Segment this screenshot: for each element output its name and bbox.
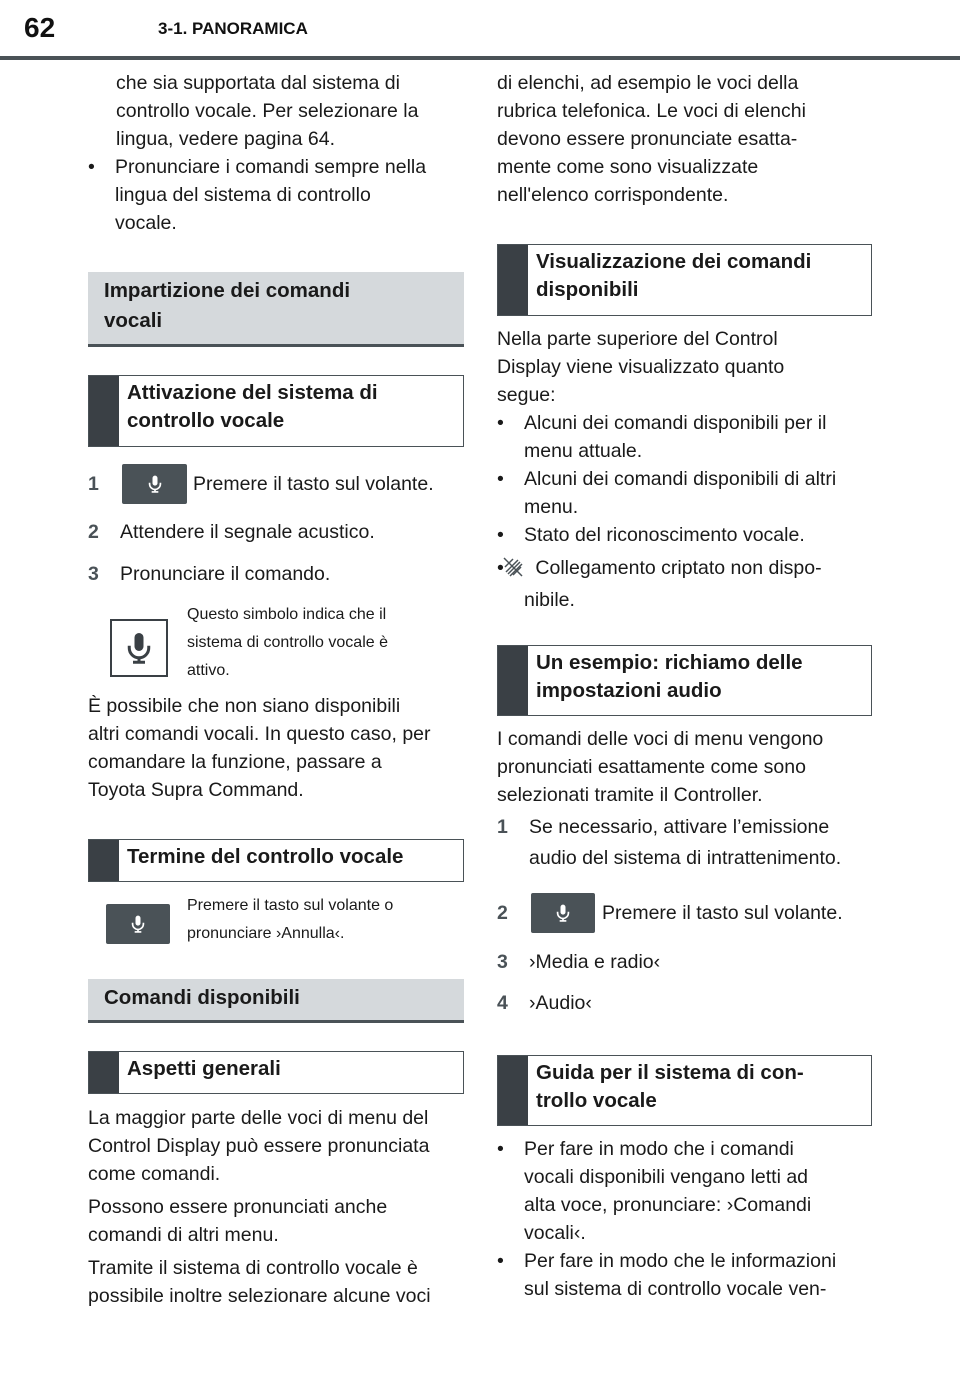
rstep-1: 1 Se necessario, attivare l’emissione audio del sistema di intrattenimento.: [497, 813, 877, 872]
heading-bar: [498, 1056, 528, 1125]
text-line: lingua, vedere pagina 64.: [116, 128, 336, 150]
paragraph-other-menus: [88, 1193, 468, 1249]
text-line: Alcuni dei comandi disponibili per il: [524, 412, 827, 434]
heading-guida: [497, 1055, 872, 1126]
text-line: controllo vocale. Per selezionare la: [116, 100, 419, 122]
text-line: Pronunciare i comandi sempre nella: [115, 156, 427, 178]
heading-line: disponibili: [536, 278, 639, 301]
bullet-item: [497, 554, 877, 586]
bullet-item: [497, 409, 877, 437]
rstep-2-number: 2: [497, 902, 508, 924]
rstep-2-text: Premere il tasto sul volante.: [602, 902, 843, 924]
heading-line: Attivazione del sistema di: [127, 381, 378, 404]
heading-comandi-disponibili: [88, 979, 464, 1023]
heading-label: [528, 646, 811, 715]
paragraph-other-commands: [88, 692, 468, 804]
heading-label: Aspetti generali: [127, 1057, 281, 1080]
text-line: selezionati tramite il Controller.: [497, 784, 763, 806]
text-line: nell'elenco corrispondente.: [497, 184, 729, 206]
text-line: Nella parte superiore del Control: [497, 328, 778, 350]
intro-paragraph: [116, 69, 468, 153]
heading-line: trollo vocale: [536, 1089, 657, 1112]
text-line: che sia supportata dal sistema di: [116, 72, 400, 94]
text-line: devono essere pronunciate esatta-: [497, 128, 798, 150]
heading-line: Comandi disponibili: [104, 986, 300, 1009]
text-line: possibile inoltre selezionare alcune voci: [88, 1285, 431, 1307]
steering-voice-button[interactable]: [531, 893, 595, 933]
termine-note: [187, 892, 467, 948]
text-line: menu attuale.: [524, 440, 643, 462]
text-line: Premere il tasto sul volante o: [187, 897, 394, 914]
text-line: Display viene visualizzato quanto: [497, 356, 785, 378]
text-line: audio del sistema di intrattenimento.: [529, 847, 842, 869]
heading-line: controllo vocale: [127, 409, 285, 432]
text-line: segue:: [497, 384, 556, 406]
step-1-number: 1: [88, 473, 99, 495]
text-line: I comandi delle voci di menu vengono: [497, 728, 824, 750]
voice-active-symbol: [110, 619, 168, 677]
text-line: pronunciati esattamente come sono: [497, 756, 806, 778]
guida-bullets: [497, 1135, 877, 1303]
heading-termine: [88, 839, 464, 882]
esempio-paragraph: [497, 725, 877, 809]
heading-attivazione: [88, 375, 464, 447]
text-line: La maggior parte delle voci di menu del: [88, 1107, 429, 1129]
heading-impartizione: [88, 272, 464, 347]
text-line: Toyota Supra Command.: [88, 779, 304, 801]
bullet-encryption: [497, 554, 877, 614]
bullet-item: [497, 521, 877, 549]
text-line: Tramite il sistema di controllo vocale è: [88, 1257, 418, 1279]
text-line: nibile.: [524, 589, 575, 611]
text-line: menu.: [524, 496, 579, 518]
heading-bar: [89, 1052, 119, 1093]
heading-bar: [89, 840, 119, 881]
text-line: attivo.: [187, 662, 230, 679]
text-line: comandare la funzione, passare a: [88, 751, 382, 773]
text-line: lingua del sistema di controllo: [115, 184, 371, 206]
bullet-item: [497, 1247, 877, 1275]
heading-line: Impartizione dei comandi: [104, 279, 351, 302]
text-line: Questo simbolo indica che il: [187, 606, 387, 623]
symbol-note: [187, 601, 467, 685]
text-line: di elenchi, ad esempio le voci della: [497, 72, 799, 94]
text-line: rubrica telefonica. Le voci di elenchi: [497, 100, 806, 122]
page-number: 62: [24, 12, 56, 43]
heading-line: vocali: [104, 309, 163, 332]
heading-visualizzazione: [497, 244, 872, 316]
text-line: Stato del riconoscimento vocale.: [524, 524, 805, 546]
heading-line: Visualizzazione dei comandi: [536, 250, 812, 273]
text-line: come comandi.: [88, 1163, 221, 1185]
heading-line: impostazioni audio: [536, 679, 722, 702]
heading-label: [528, 1056, 812, 1125]
rstep-3: 3 ›Media e radio‹: [497, 951, 661, 973]
text-line: È possibile che non siano disponibili: [88, 695, 401, 717]
text-line: sul sistema di controllo vocale ven-: [524, 1278, 827, 1300]
text-line: Alcuni dei comandi disponibili di altri: [524, 468, 837, 490]
paragraph-list-items: [88, 1254, 468, 1310]
bullet-language: [88, 153, 468, 237]
heading-aspetti-generali: [88, 1051, 464, 1094]
bullet-item: [497, 465, 877, 493]
steering-voice-button[interactable]: [122, 464, 187, 504]
text-line: Possono essere pronunciati anche: [88, 1196, 388, 1218]
heading-line: Guida per il sistema di con-: [536, 1061, 804, 1084]
bullet-item: [497, 1135, 877, 1163]
text-line: Per fare in modo che le informazioni: [524, 1250, 837, 1272]
bullet-item: [88, 153, 468, 181]
heading-bar: [498, 646, 528, 715]
text-line: Control Display può essere pronunciata: [88, 1135, 430, 1157]
heading-label: [119, 376, 386, 446]
text-line: vocali‹.: [524, 1222, 586, 1244]
text-line: sistema di controllo vocale è: [187, 634, 388, 651]
paragraph-menu-items: [88, 1104, 468, 1188]
text-line: Collegamento criptato non dispo-: [535, 557, 822, 579]
text-line: mente come sono visualizzate: [497, 156, 759, 178]
step-2: 2 Attendere il segnale acustico.: [88, 521, 375, 543]
microphone-icon: [145, 473, 165, 495]
text-line: alta voce, pronunciare: ›Comandi: [524, 1194, 812, 1216]
section-title: 3-1. PANORAMICA: [158, 19, 308, 38]
heading-line: Un esempio: richiamo delle: [536, 651, 803, 674]
heading-bar: [89, 376, 119, 446]
microphone-icon: [553, 902, 573, 924]
heading-esempio: [497, 645, 872, 716]
heading-bar: [498, 245, 528, 315]
microphone-icon: [128, 913, 148, 935]
continuation-paragraph: [497, 69, 877, 209]
rstep-4: 4 ›Audio‹: [497, 992, 592, 1014]
text-line: vocale.: [115, 212, 177, 234]
text-line: vocali disponibili vengano letti ad: [524, 1166, 809, 1188]
text-line: altri comandi vocali. In questo caso, per: [88, 723, 431, 745]
text-line: comandi di altri menu.: [88, 1224, 279, 1246]
text-line: Per fare in modo che i comandi: [524, 1138, 794, 1160]
page-header: [0, 0, 960, 60]
steering-voice-button[interactable]: [106, 904, 170, 944]
visualizzazione-paragraph: [497, 325, 877, 549]
step-1-text: Premere il tasto sul volante.: [193, 473, 434, 495]
text-line: pronunciare ›Annulla‹.: [187, 925, 345, 942]
step-3: 3 Pronunciare il comando.: [88, 563, 331, 585]
header-rule: [0, 56, 960, 60]
microphone-icon: [121, 628, 157, 668]
heading-label: [528, 245, 819, 315]
heading-label: Termine del controllo vocale: [127, 845, 404, 868]
